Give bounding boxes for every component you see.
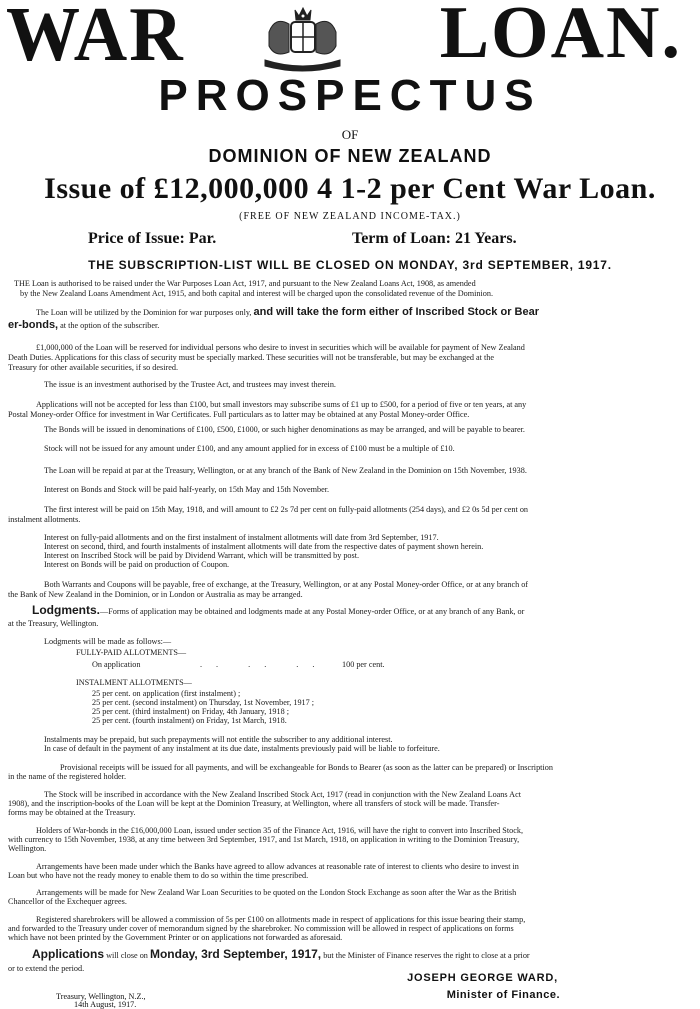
paragraph-prepaid-2: In case of default in the payment of any instalment at its due date, instalments previously paid will be liable to forfeiture. (44, 744, 440, 753)
close-text-a: will close on (106, 951, 148, 960)
paragraph-sharebrokers-2: and forwarded to the Treasury under cover of memorandum signed by the sharebroker. No commission will be allowed in respect of applications on forms (8, 924, 514, 933)
leader-dots: .. .. .. (200, 660, 329, 669)
form-of-loan-bold: and will take the form either of Inscribed Stock or Bear (253, 306, 539, 318)
paragraph-inscribed-2: 1908), and the inscription-books of the Loan will be kept at the Dominion Treasury, at Wellington, where all transfers of stock will be made. Transfer- (8, 799, 500, 808)
war-heading: WAR (6, 0, 185, 78)
applications-heading: Applications (32, 947, 105, 961)
paragraph-first-interest-1: The first interest will be paid on 15th May, 1918, and will amount to £2 2s 7d per cent on fully-paid allotments (254 days), and £2 0s 5d per cent on (44, 505, 529, 514)
paragraph-interest-dates-3: Interest on Inscribed Stock will be paid by Dividend Warrant, which will be transmitted by post. (44, 551, 360, 560)
lodgments-text: —Forms of application may be obtained and lodgments made at any Postal Money-order Office, or at any branch of any Bank, or (100, 607, 525, 616)
of-text: OF (341, 127, 359, 142)
paragraph-warrants-2: the Bank of New Zealand in the Dominion, or in London or Australia as may be arranged. (8, 590, 303, 599)
close-date-bold: Monday, 3rd September, 1917, (149, 947, 322, 961)
instalment-2: 25 per cent. (second instalment) on Thursday, 1st November, 1917 ; (92, 698, 315, 707)
paragraph-repayment: The Loan will be repaid at par at the Treasury, Wellington, or at any branch of the Bank of New Zealand in the Dominion on 15th November, 1938. (44, 466, 527, 475)
paragraph-denominations: The Bonds will be issued in denominations of £100, £500, £1000, or such higher denominations as may be arranged, and will be payable to bearer. (44, 425, 525, 434)
paragraph-lodgments (32, 603, 525, 617)
paragraph-war-bonds-3: Wellington. (8, 844, 47, 853)
lodgments-heading: Lodgments. (32, 603, 100, 617)
fully-paid-heading: FULLY-PAID ALLOTMENTS— (76, 648, 187, 657)
paragraph-reserved-3: Treasury for other available securities, if so desired. (8, 363, 178, 372)
loan-heading: LOAN. (439, 0, 682, 74)
paragraph-warrants-1: Both Warrants and Coupons will be payable, free of exchange, at the Treasury, Wellington, or at any Postal Money-order Office, or at any branch of (44, 580, 529, 589)
paragraph-war-bonds-1: Holders of War-bonds in the £16,000,000 Loan, issued under section 35 of the Finance Act, 1916, will have the right to convert into Inscribed Stock, (36, 826, 523, 835)
paragraph-inscribed-3: forms may be obtained at the Treasury. (8, 808, 136, 817)
paragraph-sharebrokers-1: Registered sharebrokers will be allowed a commission of 5s per £100 on allotments made in respect of applications for this issue bearing their stamp, (36, 915, 526, 924)
paragraph-authorisation-2: by the New Zealand Loans Amendment Act, 1915, and both capital and interest will be charged upon the consolidated revenue of the Dominion. (20, 289, 494, 298)
close-text-c: but the Minister of Finance reserves the right to close at a prior (323, 951, 530, 960)
paragraph-stock-amount: Stock will not be issued for any amount under £100, and any amount applied for in excess of £100 must be a multiple of £10. (44, 444, 455, 453)
paragraph-banks-2: Loan but who have not the ready money to enable them to do so within the time prescribed. (8, 871, 309, 880)
prospectus-heading: PROSPECTUS (158, 71, 542, 120)
instalment-heading: INSTALMENT ALLOTMENTS— (76, 678, 192, 687)
utilized-text: The Loan will be utilized by the Dominion for war purposes only, (36, 308, 252, 317)
treasury-location: Treasury, Wellington, N.Z., (56, 992, 146, 1001)
dominion-heading: DOMINION OF NEW ZEALAND (208, 146, 492, 166)
paragraph-trustee: The issue is an investment authorised by the Trustee Act, and trustees may invest therein. (44, 380, 336, 389)
paragraph-lodgments-2: at the Treasury, Wellington. (8, 619, 99, 628)
instalment-3: 25 per cent. (third instalment) on Friday, 4th January, 1918 ; (92, 707, 289, 716)
paragraph-interest-dates-4: Interest on Bonds will be paid on production of Coupon. (44, 560, 230, 569)
signature-name: JOSEPH GEORGE WARD, (407, 972, 558, 984)
issue-date: 14th August, 1917. (74, 1000, 137, 1009)
issue-heading: Issue of £12,000,000 4 1-2 per Cent War Loan. (44, 172, 656, 205)
paragraph-banks-1: Arrangements have been made under which the Banks have agreed to allow advances at reasonable rate of interest to clients who desire to invest in (36, 862, 519, 871)
tax-note: (FREE OF NEW ZEALAND INCOME-TAX.) (239, 211, 461, 222)
paragraph-interest-dates-2: Interest on second, third, and fourth instalments of instalment allotments will date from the respective dates of payment shown herein. (44, 542, 484, 551)
signature-title: Minister of Finance. (446, 989, 560, 1001)
paragraph-applications-2: Postal Money-order Office for investment in War Certificates. Full particulars as to latter may be obtained at any Postal Money-order Office. (8, 410, 470, 419)
term-of-loan: Term of Loan: 21 Years. (352, 230, 517, 247)
paragraph-first-interest-2: instalment allotments. (8, 515, 81, 524)
paragraph-reserved-2: Death Duties. Applications for this class of security must be specially marked. These securities will not be transferable, but may be exchanged at the (8, 353, 494, 362)
subscription-list-notice: THE SUBSCRIPTION-LIST WILL BE CLOSED ON MONDAY, 3rd SEPTEMBER, 1917. (88, 258, 612, 272)
paragraph-utilized (36, 308, 539, 318)
price-of-issue: Price of Issue: Par. (88, 230, 217, 247)
paragraph-interest-dates-1: Interest on fully-paid allotments and on the first instalment of instalment allotments will date from 3rd September, 1917. (44, 533, 439, 542)
one-hundred-per-cent: 100 per cent. (342, 660, 385, 669)
paragraph-stock-exchange-2: Chancellor of the Exchequer agrees. (8, 897, 127, 906)
paragraph-provisional-1: Provisional receipts will be issued for all payments, and will be exchangeable for Bonds to Bearer (as soon as the latter can be prepared) or Inscription (60, 763, 553, 772)
paragraph-reserved-1: £1,000,000 of the Loan will be reserved for individual persons who desire to invest in securities which will be available for payment of New Zealand (36, 343, 525, 352)
paragraph-stock-exchange-1: Arrangements will be made for New Zealand War Loan Securities to be quoted on the London Stock Exchange as soon after the War as the British (36, 888, 517, 897)
instalment-4: 25 per cent. (fourth instalment) on Friday, 1st March, 1918. (92, 716, 287, 725)
paragraph-prepaid-1: Instalments may be prepaid, but such prepayments will not entitle the subscriber to any additional interest. (44, 735, 393, 744)
paragraph-inscribed-1: The Stock will be inscribed in accordance with the New Zealand Inscribed Stock Act, 1917 (read in conjunction with the New Zealand Loans Act (44, 790, 522, 799)
option-text: at the option of the subscriber. (60, 321, 160, 330)
paragraph-utilized-2 (8, 321, 159, 331)
on-application-label: On application (92, 660, 141, 669)
lodgments-follows: Lodgments will be made as follows:— (44, 637, 172, 646)
paragraph-close-date (32, 947, 530, 961)
paragraph-applications-1: Applications will not be accepted for less than £100, but small investors may subscribe sums of £1 up to £500, for a period of five or ten years, at any (36, 400, 527, 409)
paragraph-sharebrokers-3: which have not been printed by the Government Printer or on applications not forwarded as aforesaid. (8, 933, 343, 942)
paragraph-close-date-2: or to extend the period. (8, 964, 85, 973)
royal-coat-of-arms-icon (255, 2, 350, 72)
paragraph-authorisation-1: THE Loan is authorised to be raised under the War Purposes Loan Act, 1917, and pursuant to the New Zealand Loans Act, 1908, as amended (14, 279, 476, 288)
bearer-bonds-bold: er-bonds, (8, 319, 59, 331)
instalment-1: 25 per cent. on application (first instalment) ; (92, 689, 241, 698)
paragraph-interest-half-yearly: Interest on Bonds and Stock will be paid half-yearly, on 15th May and 15th November. (44, 485, 330, 494)
paragraph-war-bonds-2: with currency to 15th November, 1938, at any time between 3rd September, 1917, and 1st March, 1918, on application in writing to the Dominion Treasury, (8, 835, 520, 844)
paragraph-provisional-2: in the name of the registered holder. (8, 772, 126, 781)
